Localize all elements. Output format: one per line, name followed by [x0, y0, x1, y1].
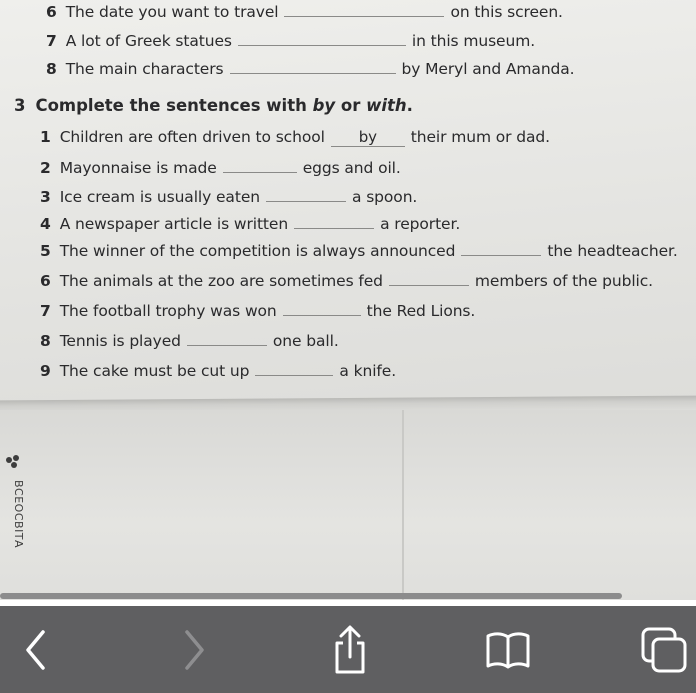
tabs-icon: [637, 623, 691, 677]
svg-text:ВСЕОСВІТА: ВСЕОСВІТА: [12, 480, 25, 549]
answer-blank: [389, 271, 469, 286]
page-divider: [402, 410, 404, 600]
prev-item-6: 6 The date you want to travel on this screen.: [46, 3, 563, 21]
tabs-button[interactable]: [634, 620, 694, 680]
book-icon: [483, 628, 533, 672]
exercise-heading: 3 Complete the sentences with by or with.: [14, 96, 413, 115]
forward-button[interactable]: [164, 620, 224, 680]
answer-blank: [238, 31, 406, 46]
exercise-item-7: 7 The football trophy was won the Red Lions.: [40, 302, 476, 320]
exercise-item-9: 9 The cake must be cut up a knife.: [40, 362, 397, 380]
answer-blank: [461, 241, 541, 256]
answer-blank: by: [331, 128, 405, 147]
exercise-item-2: 2 Mayonnaise is made eggs and oil.: [40, 159, 401, 177]
exercise-item-1: 1 Children are often driven to school by their mum or dad.: [40, 128, 550, 146]
exercise-item-6: 6 The animals at the zoo are sometimes fed members of the public.: [40, 272, 654, 290]
lower-page-area: [0, 410, 696, 600]
answer-blank: [187, 331, 267, 346]
exercise-item-5: 5 The winner of the competition is always announced the headteacher.: [40, 242, 678, 260]
bookmarks-button[interactable]: [478, 620, 538, 680]
answer-blank: [255, 361, 333, 376]
share-icon: [328, 623, 372, 677]
browser-bottom-toolbar: [0, 606, 696, 693]
answer-blank: [294, 214, 374, 229]
share-button[interactable]: [320, 620, 380, 680]
exercise-item-8: 8 Tennis is played one ball.: [40, 332, 339, 350]
answer-blank: [283, 301, 361, 316]
vseosvita-logo: [2, 450, 26, 590]
answer-blank: [223, 158, 297, 173]
exercise-item-4: 4 A newspaper article is written a reporter.: [40, 215, 461, 233]
horizontal-scrollbar[interactable]: [0, 593, 622, 599]
exercise-item-3: 3 Ice cream is usually eaten a spoon.: [40, 188, 418, 206]
answer-blank: [266, 187, 346, 202]
prev-item-7: 7 A lot of Greek statues in this museum.: [46, 32, 536, 50]
back-button[interactable]: [6, 620, 66, 680]
prev-item-8: 8 The main characters by Meryl and Amanda.: [46, 60, 575, 78]
answer-blank: [284, 2, 444, 17]
chevron-left-icon: [16, 625, 56, 675]
answer-blank: [230, 59, 396, 74]
chevron-right-icon: [174, 625, 214, 675]
